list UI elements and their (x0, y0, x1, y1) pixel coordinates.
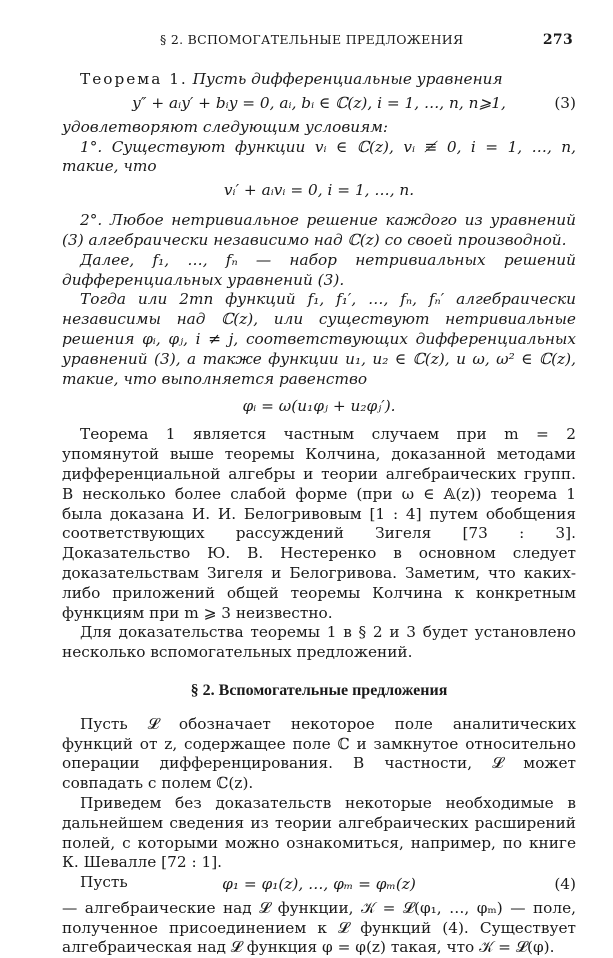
condition-1: 1°. Существуют функции vᵢ ∈ ℂ(z), vᵢ ≢ 0, i = 1, …, n, такие, что (62, 137, 576, 176)
section-heading: § 2. Вспомогательные предложения (190, 681, 448, 699)
final-equation (62, 395, 576, 417)
paragraph-kolchin: Теорема 1 является частным случаем при m = 2 упомянутой выше теоремы Колчина, доказанной методами дифференциальной алгебры и теории алгебраических групп. В несколько более слабой форме (при ω ∈ 𝔸(z)) теорема 1 была доказана И. И. Белогривовым [1 : 4] путем обобщения соответствующих рассуждений Зигеля [73 : 3]. Доказательство Ю. В. Нестеренко в основном следует доказательствам Зигеля и Белогривова. Заметим, что каких-либо приложений общей теоремы Колчина к конкретным функциям при m ⩾ 3 неизвестно. (62, 425, 576, 622)
equation-3 (62, 92, 576, 114)
theorem-intro (62, 70, 576, 90)
theorem-label: Теорема 1. (80, 70, 188, 88)
equation-4-number: (4) (554, 874, 576, 893)
page-number: 273 (542, 32, 573, 48)
equation-3-body: y″ + aᵢy′ + bᵢy = 0, aᵢ, bᵢ ∈ ℂ(z), i = 1, …, n, n⩾1, (132, 93, 506, 112)
equation-4 (62, 873, 576, 895)
theorem-intro-text: Пусть дифференциальные уравнения (187, 70, 503, 88)
page-body (62, 70, 576, 958)
condition-1-equation-body: vᵢ′ + aᵢvᵢ = 0, i = 1, …, n. (223, 181, 415, 200)
condition-2: 2°. Любое нетривиальное решение каждого из уравнений (3) алгебраически независимо над ℂ(z) со своей производной. (62, 211, 576, 249)
paragraph-field-def: Пусть 𝓛 обозначает некоторое поле аналитических функций от z, содержащее поле ℂ и замкнутое относительно операции дифференцирования. В частности, 𝓛 может совпадать с полем ℂ(z). (62, 714, 576, 793)
theorem-conclusion: Тогда или 2mn функций f₁, f₁′, …, fₙ, fₙ′ алгебраически независимы над ℂ(z), или существуют нетривиальные решения φᵢ, φⱼ, i ≠ j, соответствующих дифференциальных уравнений (3), а также функции u₁, u₂ ∈ ℂ(z), и ω, ω² ∈ ℂ(z), такие, что выполняется равенство (62, 290, 576, 388)
theorem-conditions-intro: удовлетворяют следующим условиям: (62, 117, 389, 136)
condition-1-equation (62, 179, 576, 201)
equation-4-body: φ₁ = φ₁(z), …, φₘ = φₘ(z) (222, 874, 416, 893)
paragraph-plan: Для доказательства теоремы 1 в § 2 и 3 будет установлено несколько вспомогательных предложений. (62, 623, 576, 662)
paragraph-extension: — алгебраические над 𝓛 функции, 𝒦 = 𝓛(φ₁, …, φₘ) — поле, полученное присоединением к 𝓛 функций (4). Существует алгебраическая над 𝓛 функция φ = φ(z) такая, что 𝒦 = 𝓛(φ). (62, 898, 576, 957)
paragraph-let: Пусть (80, 873, 128, 892)
equation-3-number: (3) (554, 93, 576, 112)
paragraph-chevalley: Приведем без доказательств некоторые необходимые в дальнейшем сведения из теории алгебраических расширений полей, с которыми можно ознакомиться, например, по книге К. Шевалле [72 : 1]. (62, 793, 576, 872)
running-title: § 2. ВСПОМОГАТЕЛЬНЫЕ ПРЕДЛОЖЕНИЯ (160, 32, 464, 47)
theorem-further: Далее, f₁, …, fₙ — набор нетривиальных решений дифференциальных уравнений (3). (62, 250, 576, 289)
final-equation-body: φᵢ = ω(u₁φⱼ + u₂φⱼ′). (242, 397, 396, 416)
